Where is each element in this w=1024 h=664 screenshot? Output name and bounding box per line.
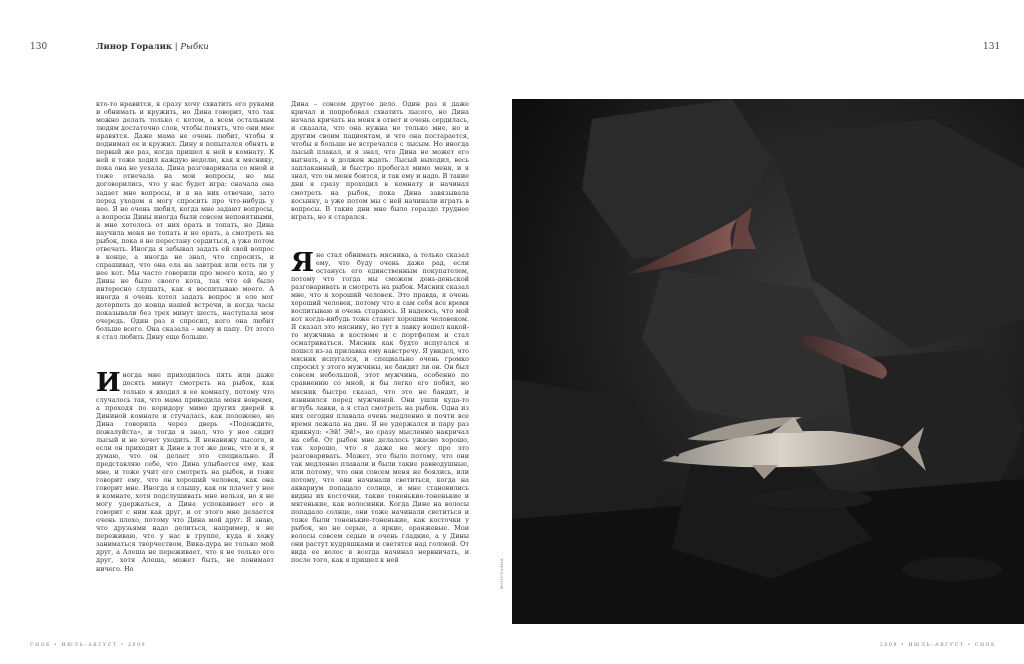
footer-right: 2009 • ИЮЛЬ–АВГУСТ • СНОБ <box>879 643 996 648</box>
text-column-2 <box>291 100 469 565</box>
page-number-right: 131 <box>983 42 1001 52</box>
text-column-1 <box>96 100 274 573</box>
page-number-left: 130 <box>30 42 48 52</box>
photo-credit: ФОТОГРАФИЯ: ... <box>499 552 504 590</box>
paragraph-text: ногда мне приходилось пять или даже десять минут смотреть на рыбок, как только я входил в ее комнату, потому что случалось так, что мама приводила меня вовремя, а проходя по коридору мимо других дверей к Дининой комнате и стучалась, как положено, но Дина говорила через дверь «Подождите, пожалуйста», и тогда я знал, что у нее сидит лысый и не хочет уходить. Я ненавижу лысого, и если он приходит к Дине в тот же день, что и я, я думаю, что он делает это специально. Я представляю себе, что Дина улыбается ему, как мне, и тоже учит его смотреть на рыбок, и тоже говорит ему, что он хороший человек, как она говорит мне. Иногда я слышу, как он плачет у нее в комнате, хотя подслушивать мне нельзя, но я не могу удержаться, а Дина успокаивает его и говорит с ним как друг, и от этого мне делается очень плохо, потому что Дина мой друг. Я знаю, что друзьями надо делиться, например, я не переживаю, что у нас в группе, куда я хожу заниматься творчеством, Вика-дура не только мой друг, а Алеша не переживает, что я не только его друг, хотя Алеша, может быть, не понимает ничего. Но <box>96 371 274 573</box>
drop-cap: Я <box>291 247 314 278</box>
running-header <box>96 42 209 52</box>
section-title: Рыбки <box>180 42 209 52</box>
drop-cap: И <box>96 368 121 399</box>
paragraph <box>96 368 274 573</box>
paragraph-text: не стал обнимать мясника, а только сказал ему, что буду очень даже рад, если останусь его единственным покупателем, потому что тогда мы сможем день-деньской разговаривать и смотреть на рыбок. Мясник сказал мне, что я хороший человек. Это правда, я очень хороший человек, потому что я сам себя все время воспитываю и очень стараюсь. Я надеюсь, что мой кот когда-нибудь тоже станет хорошим человеком. Я сказал это мяснику, но тут в лавку вошел какой-то мужчина в костюме и с портфелем и стал осматриваться. Мясник как будто испугался и пошел из-за прилавка ему навстречу. Я увидел, что мясник испугался, и специально очень громко спросил у этого мужчины, не бандит ли он. Он был совсем небольшой, этот мужчина, особенно по сравнению со мной, и бы легко его побил, но мясник быстро сказал, что это не бандит, и извинился перед мужчиной. Они ушли куда-то вглубь лавки, а я стал смотреть на рыбок. Одна из них сегодня плавала очень медленно и почти все время лежала на дне. Я не удержался и пару раз крикнул: «Эй! Эй!», но сразу мысленно накричал на себя. От рыбок мне делалось ужасно хорошо, так хорошо, что я даже не могу про это разговаривать. Может, это было потому, что они так медленно плавали и были такие равнодушные, или потому, что они совсем меня не боялись, или потому, что они начинали светиться, когда на аквариум попадало солнце, и мне становились видны их косточки, такие тоненькие-тоненькие и мягенькие, как волосинки. Когда Дине на волосы попадало солнце, они тоже начинали светиться и тоже были тоненькие-тоненькие, как косточки у рыбок, но не серые, а яркие, оранжевые. Мои волосы совсем седые и очень гладкие, а у Дины они растут кудряшками и светятся над головой. От вида ее волос я всегда начинал нервничать, и после того, как я пришел к ней <box>291 250 469 565</box>
paragraph <box>291 247 469 565</box>
paragraph: кто-то нравится, я сразу хочу схватить его руками и обнимать и кружить, но Дина говорит, что так можно делать только с котом, а всем остальным людям достаточно слов, чтобы понять, что они мне нравятся. Даже мама не очень любит, чтобы я поднимал ее и кружил. Дину я попытался обнять в первый же раз, когда пришел к ней в комнату. К ней я тоже ходил каждую неделю, как к мяснику, пока она не уехала. Дина разговаривала со мной и тоже отвечала на мои вопросы, но мы договорились, что у нас будет игра: сначала она задает мне вопросы, и я на них отвечаю, зато перед уходом я могу спросить про что-нибудь у нее. Я не очень любил, когда мне задают вопросы, а вопросы Дины иногда были совсем непонятными, и мне хотелось от них орать и топать, но Дина научила меня не топать и не орать, а смотреть на рыбок, пока я не перестану сердиться, а уже потом отвечать. Иногда я забывал задать ей свой вопрос в конце, а иногда не знал, что спросить, и спрашивал, что она ела на завтрак или есть ли у нее кот. Мы часто говорили про моего кота, но у Дины не было своего кота, так что ей было интересно слушать, как я воспитываю моего. А иногда я очень хотел задать вопрос и еле мог дотерпеть до конца нашей встречи, и когда часы показывали без трех минут шесть, наступала моя очередь. Один раз я спросил, кого она любит больше всего. Она сказала – маму и папу. От этого я стал любить Дину еще больше. <box>96 100 274 342</box>
header-separator: | <box>174 42 178 52</box>
author-name: Линор Горалик <box>96 42 173 52</box>
fish-photo <box>512 99 1024 624</box>
footer-left: СНОБ • ИЮЛЬ–АВГУСТ • 2009 <box>30 643 147 648</box>
paragraph: Дина – совсем другое дело. Один раз я даже кричал и попробовал схватить лысого, но Дина начала кричать на меня в ответ и очень сердилась, и сказала, что она нужна не только мне, но и другим своим пациентам, и что она постарается, чтобы я больше не встречался с лысым. Но иногда лысый плакал, и я знал, что Дина не может его выгнать, а я должен ждать. Лысый выходил, весь заплаканный, и быстро пробегал мимо меня, и я знал, что он меня боится, и так ему и надо. В такие дни я сразу проходил в комнату и начинал смотреть на рыбок, пока Дина завязывала косынку, а уже потом мы с ней начинали играть в вопросы. В такие дни мне было гораздо труднее играть, но я старался. <box>291 100 469 221</box>
